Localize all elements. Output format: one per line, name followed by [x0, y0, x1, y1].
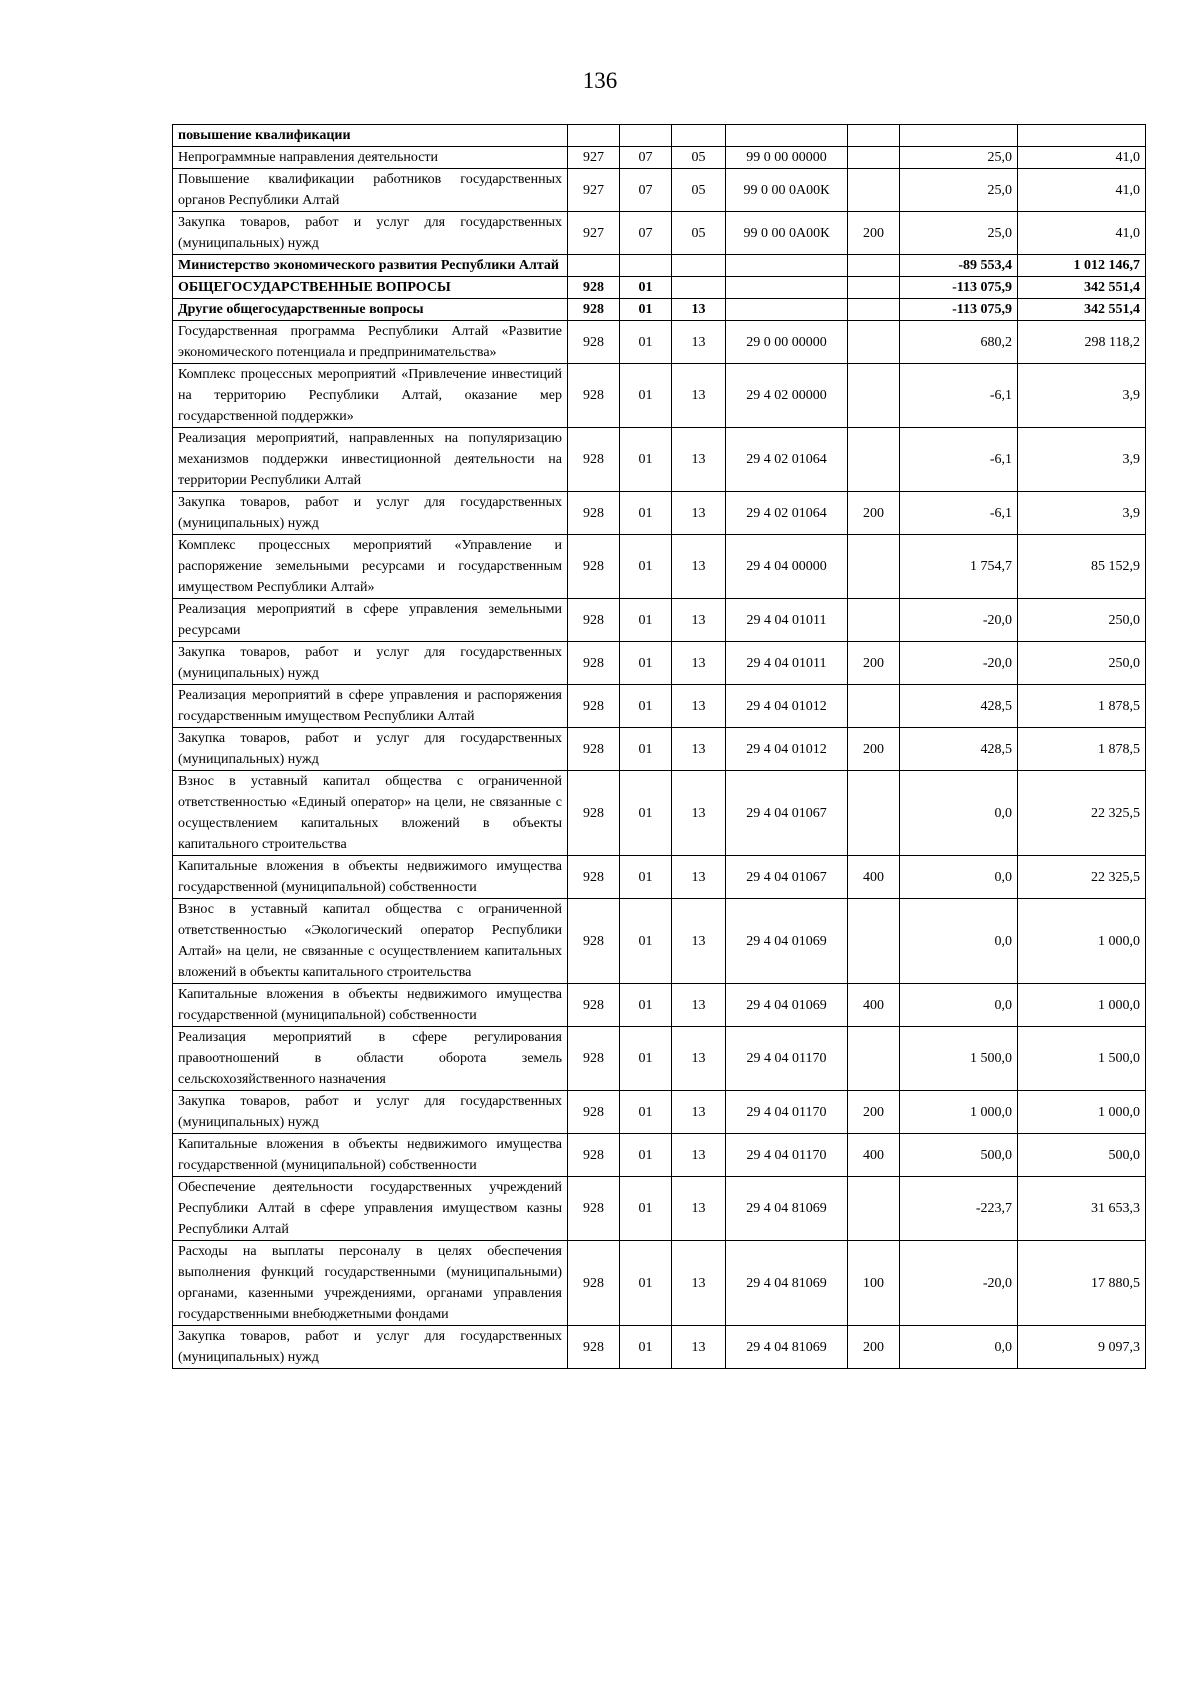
row-subsection-code: 13 [672, 1326, 726, 1369]
row-target-article: 29 4 04 01011 [726, 642, 848, 685]
row-amount-change: 0,0 [900, 1326, 1018, 1369]
row-name: Непрограммные направления деятельности [173, 147, 568, 169]
row-section-code: 01 [620, 492, 672, 535]
row-target-article: 29 4 04 01069 [726, 899, 848, 984]
row-expense-type: 400 [848, 856, 900, 899]
row-section-code [620, 255, 672, 277]
row-ved-code: 928 [568, 1134, 620, 1177]
row-subsection-code: 13 [672, 1134, 726, 1177]
row-amount-total: 500,0 [1018, 1134, 1146, 1177]
row-target-article: 29 4 04 01170 [726, 1027, 848, 1091]
row-amount-change: 680,2 [900, 321, 1018, 364]
row-amount-change: 428,5 [900, 728, 1018, 771]
table-row [173, 728, 1146, 771]
row-target-article [726, 125, 848, 147]
row-amount-change: 0,0 [900, 899, 1018, 984]
row-name: Государственная программа Республики Алтай «Развитие экономического потенциала и предпринимательства» [173, 321, 568, 364]
row-subsection-code: 05 [672, 212, 726, 255]
table-row [173, 492, 1146, 535]
row-subsection-code: 13 [672, 642, 726, 685]
page-number: 136 [582, 68, 618, 93]
row-ved-code: 928 [568, 1177, 620, 1241]
row-target-article: 29 4 04 81069 [726, 1241, 848, 1326]
row-expense-type [848, 428, 900, 492]
row-name: Повышение квалификации работников государственных органов Республики Алтай [173, 169, 568, 212]
row-amount-total: 1 500,0 [1018, 1027, 1146, 1091]
table-row [173, 255, 1146, 277]
row-subsection-code: 13 [672, 1027, 726, 1091]
row-name: Реализация мероприятий в сфере управления и распоряжения государственным имуществом Республики Алтай [173, 685, 568, 728]
row-amount-total: 41,0 [1018, 147, 1146, 169]
row-section-code: 01 [620, 1177, 672, 1241]
row-subsection-code [672, 277, 726, 299]
row-expense-type [848, 169, 900, 212]
table-row [173, 1091, 1146, 1134]
row-name: Закупка товаров, работ и услуг для государственных (муниципальных) нужд [173, 1091, 568, 1134]
table-row [173, 169, 1146, 212]
row-expense-type: 200 [848, 212, 900, 255]
row-section-code [620, 125, 672, 147]
row-amount-total: 41,0 [1018, 212, 1146, 255]
row-amount-total: 342 551,4 [1018, 277, 1146, 299]
row-target-article: 99 0 00 0А00К [726, 212, 848, 255]
row-name: Капитальные вложения в объекты недвижимого имущества государственной (муниципальной) собственности [173, 984, 568, 1027]
row-expense-type [848, 1027, 900, 1091]
table-row [173, 212, 1146, 255]
row-expense-type [848, 147, 900, 169]
row-name: Обеспечение деятельности государственных учреждений Республики Алтай в сфере управления имуществом казны Республики Алтай [173, 1177, 568, 1241]
row-amount-total: 41,0 [1018, 169, 1146, 212]
row-expense-type [848, 771, 900, 856]
row-subsection-code: 13 [672, 856, 726, 899]
row-name: Закупка товаров, работ и услуг для государственных (муниципальных) нужд [173, 642, 568, 685]
row-amount-change: 0,0 [900, 856, 1018, 899]
row-ved-code: 927 [568, 169, 620, 212]
row-name: Капитальные вложения в объекты недвижимого имущества государственной (муниципальной) собственности [173, 1134, 568, 1177]
row-ved-code: 928 [568, 277, 620, 299]
row-amount-change: -6,1 [900, 492, 1018, 535]
row-name: Другие общегосударственные вопросы [173, 299, 568, 321]
row-ved-code: 928 [568, 899, 620, 984]
table-row [173, 321, 1146, 364]
row-amount-change: 0,0 [900, 771, 1018, 856]
row-amount-change: -20,0 [900, 1241, 1018, 1326]
row-section-code: 01 [620, 685, 672, 728]
row-target-article: 29 4 04 01067 [726, 771, 848, 856]
row-subsection-code: 13 [672, 321, 726, 364]
row-subsection-code: 13 [672, 984, 726, 1027]
row-amount-change: 25,0 [900, 212, 1018, 255]
row-section-code: 01 [620, 1091, 672, 1134]
row-subsection-code: 13 [672, 428, 726, 492]
row-section-code: 01 [620, 1027, 672, 1091]
row-amount-total: 250,0 [1018, 599, 1146, 642]
table-row [173, 535, 1146, 599]
row-subsection-code: 13 [672, 364, 726, 428]
row-section-code: 01 [620, 1326, 672, 1369]
row-subsection-code: 13 [672, 599, 726, 642]
row-ved-code: 928 [568, 984, 620, 1027]
row-name: повышение квалификации [173, 125, 568, 147]
table-row [173, 642, 1146, 685]
row-subsection-code: 13 [672, 535, 726, 599]
row-amount-total [1018, 125, 1146, 147]
row-amount-change: -20,0 [900, 599, 1018, 642]
table-row [173, 771, 1146, 856]
row-section-code: 01 [620, 984, 672, 1027]
row-subsection-code: 13 [672, 899, 726, 984]
row-expense-type [848, 299, 900, 321]
row-subsection-code: 13 [672, 1241, 726, 1326]
row-target-article: 29 0 00 00000 [726, 321, 848, 364]
row-amount-change: 1 754,7 [900, 535, 1018, 599]
row-expense-type: 200 [848, 1091, 900, 1134]
row-subsection-code: 13 [672, 728, 726, 771]
row-target-article: 29 4 04 01170 [726, 1091, 848, 1134]
row-ved-code: 928 [568, 535, 620, 599]
row-name: Комплекс процессных мероприятий «Управление и распоряжение земельными ресурсами и государственным имуществом Республики Алтай» [173, 535, 568, 599]
row-ved-code: 928 [568, 428, 620, 492]
row-expense-type [848, 1177, 900, 1241]
row-amount-change: -6,1 [900, 428, 1018, 492]
row-section-code: 01 [620, 642, 672, 685]
row-subsection-code: 13 [672, 1091, 726, 1134]
row-section-code: 01 [620, 728, 672, 771]
row-amount-total: 1 000,0 [1018, 1091, 1146, 1134]
row-ved-code: 927 [568, 147, 620, 169]
row-name: Министерство экономического развития Республики Алтай [173, 255, 568, 277]
row-section-code: 01 [620, 321, 672, 364]
row-subsection-code: 05 [672, 147, 726, 169]
row-expense-type: 400 [848, 984, 900, 1027]
row-name: Закупка товаров, работ и услуг для государственных (муниципальных) нужд [173, 1326, 568, 1369]
row-expense-type: 200 [848, 492, 900, 535]
row-expense-type: 200 [848, 728, 900, 771]
row-amount-change: -223,7 [900, 1177, 1018, 1241]
row-amount-total: 1 878,5 [1018, 685, 1146, 728]
row-subsection-code [672, 125, 726, 147]
row-ved-code: 928 [568, 599, 620, 642]
row-section-code: 07 [620, 212, 672, 255]
row-section-code: 01 [620, 771, 672, 856]
row-name: ОБЩЕГОСУДАРСТВЕННЫЕ ВОПРОСЫ [173, 277, 568, 299]
row-amount-change [900, 125, 1018, 147]
row-amount-total: 1 000,0 [1018, 984, 1146, 1027]
table-row [173, 1326, 1146, 1369]
row-name: Закупка товаров, работ и услуг для государственных (муниципальных) нужд [173, 728, 568, 771]
row-target-article: 29 4 04 01067 [726, 856, 848, 899]
row-amount-change: 0,0 [900, 984, 1018, 1027]
row-target-article: 29 4 02 01064 [726, 492, 848, 535]
row-ved-code: 928 [568, 321, 620, 364]
row-ved-code: 928 [568, 642, 620, 685]
row-ved-code [568, 125, 620, 147]
row-target-article: 99 0 00 0А00К [726, 169, 848, 212]
row-section-code: 01 [620, 1134, 672, 1177]
row-amount-change: -113 075,9 [900, 277, 1018, 299]
row-ved-code: 927 [568, 212, 620, 255]
row-target-article: 29 4 04 01011 [726, 599, 848, 642]
table-row [173, 1177, 1146, 1241]
row-subsection-code: 13 [672, 771, 726, 856]
row-amount-change: -6,1 [900, 364, 1018, 428]
table-body [173, 125, 1146, 1369]
row-amount-total: 342 551,4 [1018, 299, 1146, 321]
table-row [173, 599, 1146, 642]
row-name: Реализация мероприятий, направленных на популяризацию механизмов поддержки инвестиционной деятельности на территории Республики Алтай [173, 428, 568, 492]
row-subsection-code: 13 [672, 1177, 726, 1241]
table-row [173, 1241, 1146, 1326]
row-ved-code: 928 [568, 728, 620, 771]
row-amount-change: 25,0 [900, 169, 1018, 212]
table-row [173, 685, 1146, 728]
row-amount-total: 1 012 146,7 [1018, 255, 1146, 277]
row-target-article [726, 255, 848, 277]
row-ved-code: 928 [568, 1027, 620, 1091]
table-row [173, 1027, 1146, 1091]
row-amount-total: 85 152,9 [1018, 535, 1146, 599]
row-ved-code: 928 [568, 685, 620, 728]
row-amount-change: -89 553,4 [900, 255, 1018, 277]
row-amount-total: 22 325,5 [1018, 771, 1146, 856]
row-target-article [726, 277, 848, 299]
row-subsection-code: 13 [672, 492, 726, 535]
row-amount-change: -20,0 [900, 642, 1018, 685]
row-amount-change: 1 500,0 [900, 1027, 1018, 1091]
row-amount-change: 428,5 [900, 685, 1018, 728]
row-section-code: 01 [620, 535, 672, 599]
row-target-article: 29 4 04 01170 [726, 1134, 848, 1177]
row-subsection-code: 13 [672, 685, 726, 728]
row-ved-code: 928 [568, 771, 620, 856]
row-ved-code: 928 [568, 1241, 620, 1326]
table-row [173, 125, 1146, 147]
row-expense-type [848, 321, 900, 364]
row-section-code: 07 [620, 169, 672, 212]
row-section-code: 01 [620, 364, 672, 428]
row-amount-change: 1 000,0 [900, 1091, 1018, 1134]
table-row [173, 299, 1146, 321]
row-name: Закупка товаров, работ и услуг для государственных (муниципальных) нужд [173, 212, 568, 255]
row-target-article: 29 4 02 00000 [726, 364, 848, 428]
row-expense-type: 400 [848, 1134, 900, 1177]
row-section-code: 01 [620, 599, 672, 642]
row-target-article: 29 4 04 81069 [726, 1326, 848, 1369]
row-subsection-code: 05 [672, 169, 726, 212]
row-target-article: 29 4 04 01069 [726, 984, 848, 1027]
row-amount-total: 17 880,5 [1018, 1241, 1146, 1326]
row-target-article: 29 4 04 01012 [726, 728, 848, 771]
row-section-code: 07 [620, 147, 672, 169]
row-expense-type: 200 [848, 1326, 900, 1369]
table-row [173, 364, 1146, 428]
row-name: Капитальные вложения в объекты недвижимого имущества государственной (муниципальной) собственности [173, 856, 568, 899]
row-expense-type [848, 277, 900, 299]
row-section-code: 01 [620, 428, 672, 492]
row-subsection-code [672, 255, 726, 277]
row-expense-type [848, 899, 900, 984]
row-target-article: 99 0 00 00000 [726, 147, 848, 169]
table-row [173, 428, 1146, 492]
row-amount-change: 25,0 [900, 147, 1018, 169]
row-amount-total: 1 878,5 [1018, 728, 1146, 771]
row-amount-change: 500,0 [900, 1134, 1018, 1177]
row-expense-type [848, 364, 900, 428]
row-ved-code: 928 [568, 1326, 620, 1369]
table-row [173, 1134, 1146, 1177]
row-expense-type: 100 [848, 1241, 900, 1326]
row-subsection-code: 13 [672, 299, 726, 321]
row-expense-type [848, 125, 900, 147]
row-name: Комплекс процессных мероприятий «Привлечение инвестиций на территорию Республики Алтай, оказание мер государственной поддержки» [173, 364, 568, 428]
row-amount-total: 9 097,3 [1018, 1326, 1146, 1369]
row-section-code: 01 [620, 899, 672, 984]
row-expense-type [848, 535, 900, 599]
row-amount-total: 31 653,3 [1018, 1177, 1146, 1241]
row-target-article: 29 4 04 01012 [726, 685, 848, 728]
row-ved-code: 928 [568, 856, 620, 899]
row-amount-total: 1 000,0 [1018, 899, 1146, 984]
row-ved-code: 928 [568, 364, 620, 428]
row-target-article: 29 4 04 00000 [726, 535, 848, 599]
table-row [173, 277, 1146, 299]
row-section-code: 01 [620, 856, 672, 899]
row-target-article: 29 4 04 81069 [726, 1177, 848, 1241]
row-amount-total: 250,0 [1018, 642, 1146, 685]
table-row [173, 856, 1146, 899]
row-name: Реализация мероприятий в сфере управления земельными ресурсами [173, 599, 568, 642]
row-expense-type: 200 [848, 642, 900, 685]
row-name: Реализация мероприятий в сфере регулирования правоотношений в области оборота земель сельскохозяйственного назначения [173, 1027, 568, 1091]
row-amount-total: 3,9 [1018, 428, 1146, 492]
row-amount-total: 3,9 [1018, 492, 1146, 535]
table-row [173, 984, 1146, 1027]
row-name: Взнос в уставный капитал общества с ограниченной ответственностью «Единый оператор» на цели, не связанные с осуществлением капитальных вложений в объекты капитального строительства [173, 771, 568, 856]
row-amount-total: 3,9 [1018, 364, 1146, 428]
row-name: Расходы на выплаты персоналу в целях обеспечения выполнения функций государственными (муниципальными) органами, казенными учреждениями, органами управления государственными внебюджетными фондами [173, 1241, 568, 1326]
row-section-code: 01 [620, 1241, 672, 1326]
row-ved-code: 928 [568, 299, 620, 321]
row-amount-change: -113 075,9 [900, 299, 1018, 321]
table-row [173, 147, 1146, 169]
row-expense-type [848, 255, 900, 277]
row-section-code: 01 [620, 277, 672, 299]
budget-table [172, 124, 1146, 1369]
row-expense-type [848, 599, 900, 642]
table-row [173, 899, 1146, 984]
row-section-code: 01 [620, 299, 672, 321]
row-ved-code: 928 [568, 1091, 620, 1134]
row-expense-type [848, 685, 900, 728]
row-name: Взнос в уставный капитал общества с ограниченной ответственностью «Экологический оператор Республики Алтай» на цели, не связанные с осуществлением капитальных вложений в объекты капитального строительства [173, 899, 568, 984]
row-name: Закупка товаров, работ и услуг для государственных (муниципальных) нужд [173, 492, 568, 535]
row-ved-code: 928 [568, 492, 620, 535]
row-amount-total: 22 325,5 [1018, 856, 1146, 899]
row-target-article [726, 299, 848, 321]
row-amount-total: 298 118,2 [1018, 321, 1146, 364]
row-target-article: 29 4 02 01064 [726, 428, 848, 492]
row-ved-code [568, 255, 620, 277]
